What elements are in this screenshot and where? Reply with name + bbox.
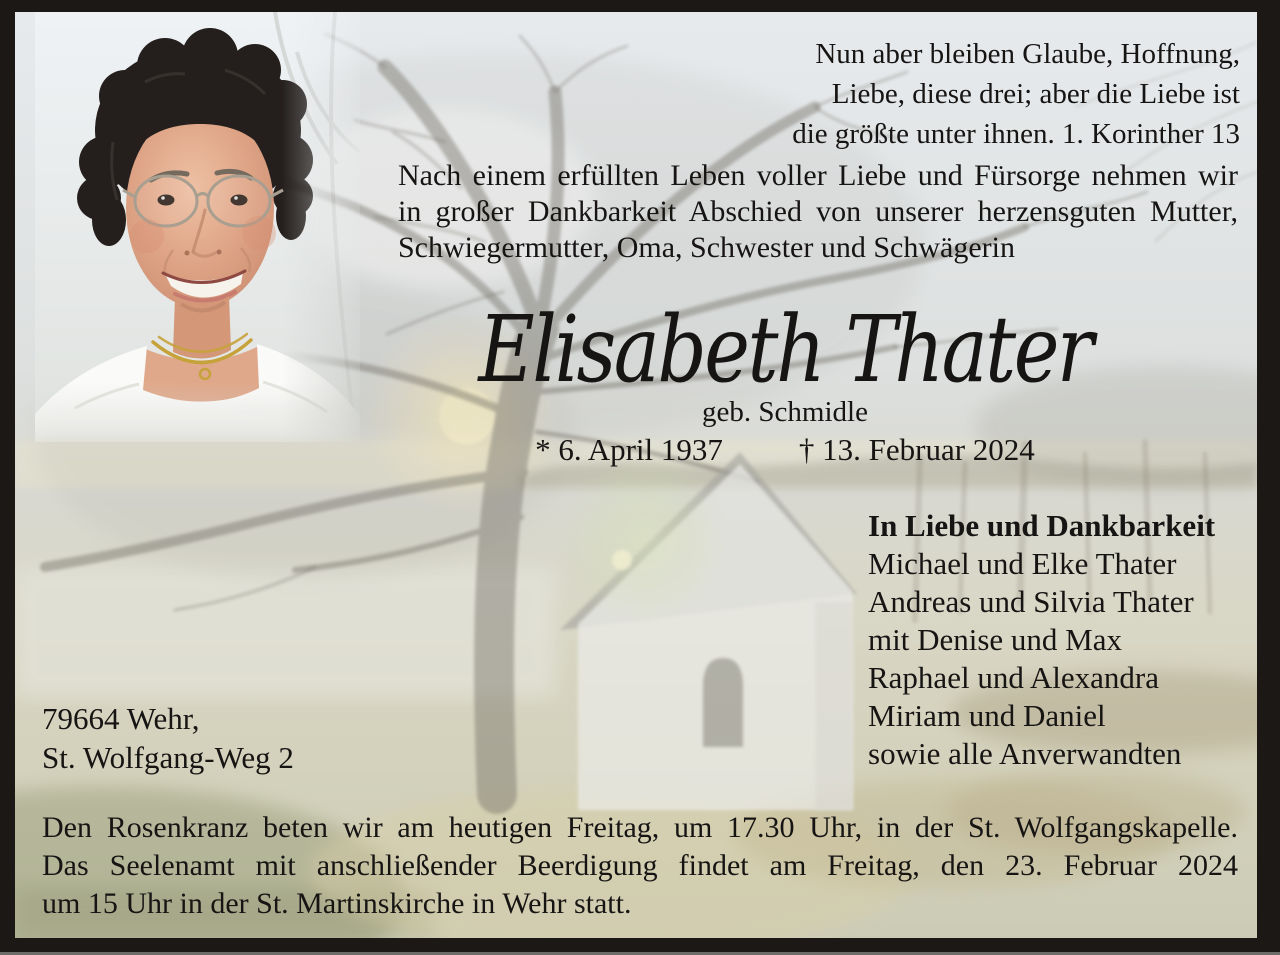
mourner-line: Miriam und Daniel [868,698,1106,733]
address-line: St. Wolfgang-Weg 2 [42,740,294,775]
intro-line: in großer Dankbarkeit Abschied von unserer herzensguten Mutter, [398,195,1238,228]
intro-paragraph [398,158,1238,266]
maiden-name: geb. Schmidle [702,396,868,428]
death-date: † 13. Februar 2024 [798,432,1035,467]
service-line: Den Rosenkranz beten wir am heutigen Freitag, um 17.30 Uhr, in der St. Wolfgangskapelle. [42,811,1238,844]
fog-band [15,567,555,697]
cheek-right [242,216,276,250]
family-closing: In Liebe und Dankbarkeit [868,508,1216,543]
lens-flare [560,455,730,625]
chapel-wall-shade [815,602,853,810]
birth-date: * 6. April 1937 [535,432,723,467]
lens-flare-dot [612,550,632,570]
family-block [868,507,1215,773]
quote-line: Liebe, diese drei; aber die Liebe ist [831,78,1240,110]
service-line: Das Seelenamt mit anschließender Beerdigung findet am Freitag, den 23. Februar 2024 [42,849,1238,882]
cheek-left [130,219,164,253]
address-block [42,699,294,777]
quote-line: die größte unter ihnen. 1. Korinther 13 [792,118,1240,150]
life-dates [285,432,1257,468]
intro-line: Schwiegermutter, Oma, Schwester und Schwägerin [398,231,1015,264]
quote-line: Nun aber bleiben Glaube, Hoffnung, [815,38,1240,70]
bible-quote [792,34,1240,154]
mourner-line: sowie alle Anverwandten [868,736,1182,771]
address-line: 79664 Wehr, [42,701,200,736]
chapel-window [703,658,743,747]
intro-line: Nach einem erfüllten Leben voller Liebe und Fürsorge nehmen wir [398,159,1238,192]
deceased-name: Elisabeth Thater [478,296,1092,403]
obituary-card [15,12,1257,938]
mourner-line: Michael und Elke Thater [868,546,1177,581]
mourner-line: Andreas und Silvia Thater [868,584,1194,619]
deceased-name-block [285,290,1257,410]
service-info [42,809,1238,923]
mourner-line: Raphael und Alexandra [868,660,1159,695]
service-line: um 15 Uhr in der St. Martinskirche in Wehr statt. [42,887,632,920]
mourner-line: mit Denise und Max [868,622,1122,657]
